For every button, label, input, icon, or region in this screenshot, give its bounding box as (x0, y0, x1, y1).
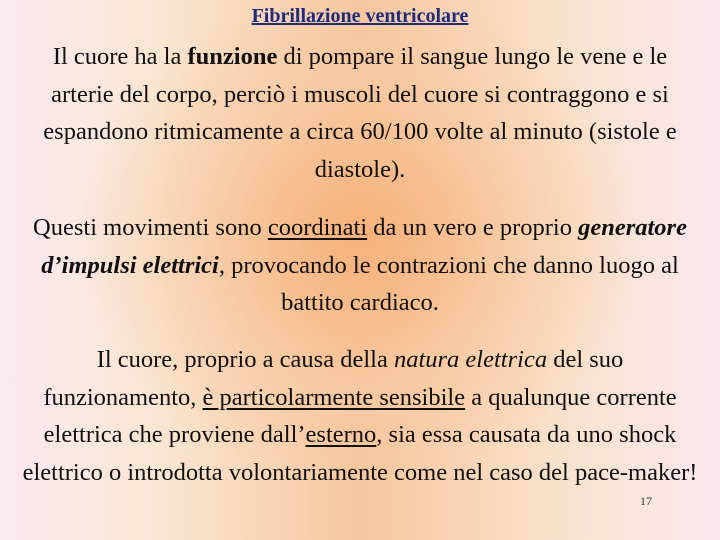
p3-italic-natura-elettrica: natura elettrica (393, 346, 548, 373)
page-number: 17 (640, 494, 652, 508)
paragraph-heart-function (20, 38, 700, 188)
p1-text-2: di pompare il sangue lungo le vene e le arterie del corpo, perciò i muscoli del cuore si contraggono e si espandono ritmicamente a circa 60/100 volte al minuto (sistole e diastole). (43, 43, 677, 183)
p3-text-2: del suo funzionamento, (43, 346, 624, 411)
paragraph-electrical-sensitivity (20, 341, 700, 491)
p3-underlined-esterno: esterno (305, 421, 377, 448)
p3-text-4: , sia essa causata da uno shock elettrico o introdotta volontariamente come nel caso del pace-maker! (22, 421, 698, 486)
p1-text-1: Il cuore ha la (52, 43, 188, 70)
p2-text-1: Questi movimenti sono (33, 214, 268, 241)
p2-text-2: da un vero e proprio (367, 214, 579, 241)
p2-underlined-coordinati: coordinati (267, 214, 368, 241)
p3-text-1: Il cuore, proprio a causa della (96, 346, 394, 373)
paragraph-impulse-generator (20, 209, 700, 322)
p2-bold-italic-generatore: generatore d’impulsi elettrici (41, 214, 687, 279)
p1-bold-funzione: funzione (187, 43, 278, 70)
p3-underlined-sensibile: è particolarmente sensibile (202, 383, 466, 411)
p3-text-3: a qualunque corrente elettrica che proviene dall’ (43, 383, 677, 448)
p2-text-3: , provocando le contrazioni che danno luogo al battito cardiaco. (218, 251, 679, 316)
slide-title: Fibrillazione ventricolare (251, 5, 469, 27)
